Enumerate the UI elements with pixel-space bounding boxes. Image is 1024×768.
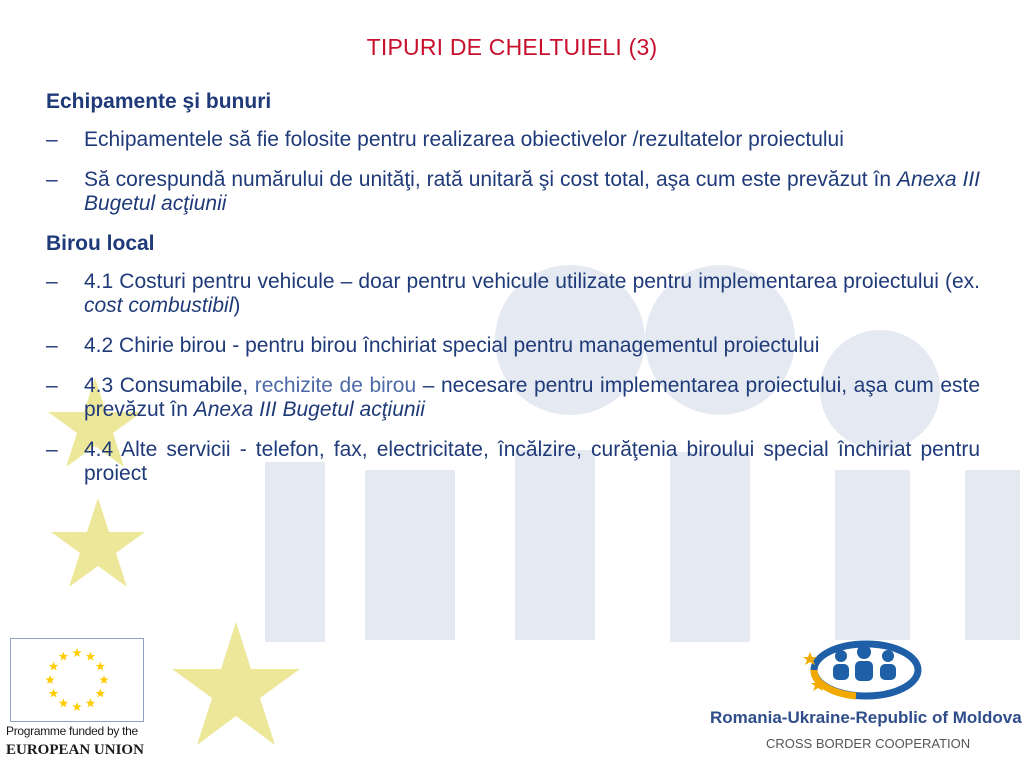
item-text: 4.2 Chirie birou - pentru birou închiriat special pentru managementul proiectului [84,334,820,357]
item-text: 4.4 Alte servicii - telefon, fax, electricitate, încălzire, curăţenia biroului special închiriat pentru proiect [84,438,980,485]
item-italic-reference: Anexa III Bugetul acţiunii [84,168,980,215]
item-italic-reference: Anexa III Bugetul acţiunii [193,398,425,421]
bullet-dash: – [46,168,58,191]
cbc-subtitle: CROSS BORDER COOPERATION [766,736,971,751]
list-item [46,168,980,216]
item-text: 4.3 Consumabile, [84,374,255,397]
cbc-title: Romania-Ukraine-Republic of Moldova [710,708,1022,727]
cbc-logo [706,636,1020,764]
item-text-end: ) [233,294,241,317]
item-text: Să corespundă numărului de unităţi, rată unitară şi cost total, aşa cum este prevăzut în [84,168,897,191]
eu-flag [10,638,144,722]
list-item [46,128,980,152]
slide-content [46,90,980,502]
bullet-dash: – [46,270,58,293]
item-highlight: rechizite de birou [254,374,417,397]
eu-caption-line1: Programme funded by the [6,724,138,738]
slide-title: TIPURI DE CHELTUIELI (3) [366,34,658,60]
cbc-emblem [706,636,1020,708]
item-text-middle: – necesare pentru implementarea proiectului, aşa cum este prevăzut în [84,374,981,421]
section-heading-local-office: Birou local [46,232,155,255]
list-item [46,374,980,422]
list-item [46,438,980,486]
bullet-dash: – [46,374,58,397]
bg-star [51,498,145,587]
item-text: 4.1 Costuri pentru vehicule – doar pentru vehicule utilizate pentru implementarea proiectului (ex. [84,270,980,293]
bullet-dash: – [46,438,58,461]
eu-caption [6,724,156,759]
section-heading-equipment: Echipamente şi bunuri [46,90,272,113]
eu-logo [6,636,154,764]
bullet-dash: – [46,334,58,357]
eu-caption-line2: EUROPEAN UNION [6,742,144,758]
list-item [46,334,980,358]
list-item [46,270,980,318]
bullet-dash: – [46,128,58,151]
item-text: Echipamentele să fie folosite pentru realizarea obiectivelor /rezultatelor proiectului [84,128,844,151]
item-italic-example: cost combustibil [84,294,234,317]
